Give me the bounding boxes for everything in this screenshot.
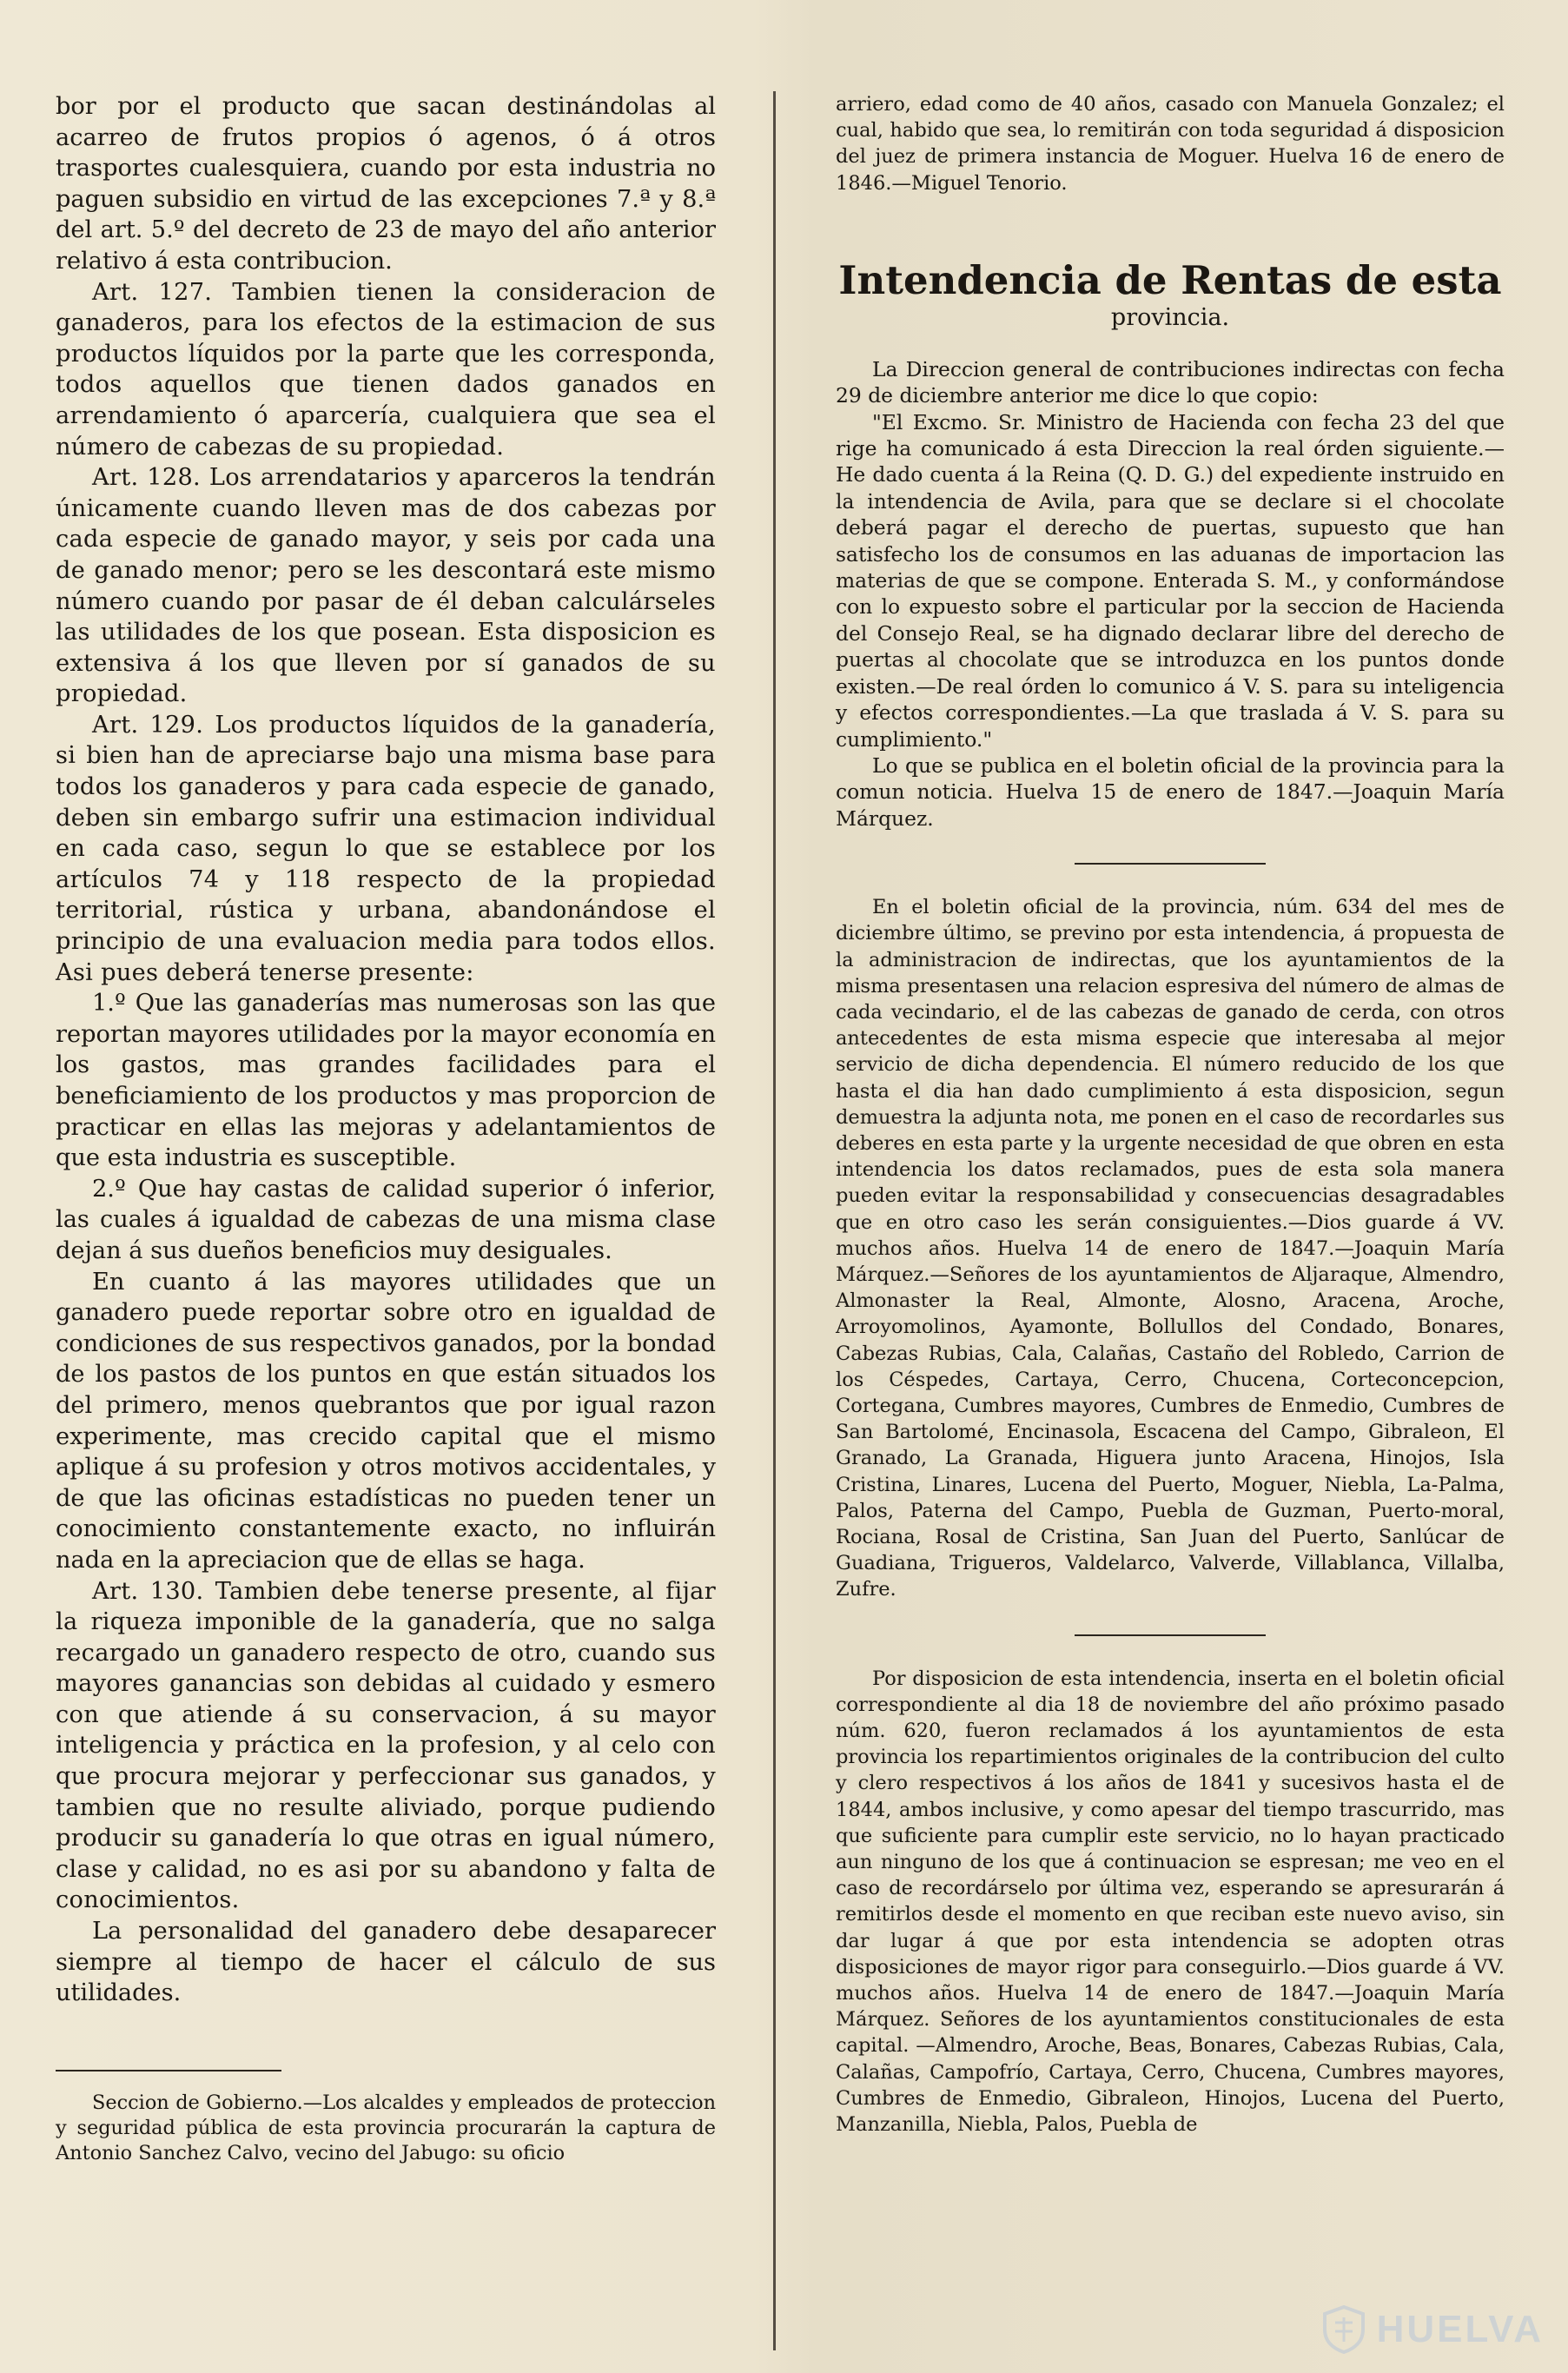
notice-culto-clero: Por disposicion de esta intendencia, inserta en el boletin oficial correspondiente al dia 18 de noviembre del año próximo pasado núm. 620, fueron reclamados á los ayuntamientos de esta provincia los repartimientos originales de la contribucion del culto y clero respectivos á los años de 1841 y sucesivos hasta el de 1844, ambos inclusive, y como apesar del tiempo trascurrido, mas que suficiente para cumplir este servicio, no lo hayan practicado aun ninguno de los que á continuacion se espresan; me veo en el caso de recordárselo por última vez, esperando se apresurarán á remitirlos desde el momento en que reciban este nuevo aviso, sin dar lugar á que por esta intendencia se adopten otras disposiciones de mayor rigor para conseguirlo.—Dios guarde á VV. muchos años. Huelva 14 de enero de 1847.—Joaquin María Márquez. Señores de los ayuntamientos constitucionales de esta capital. —Almendro, Aroche, Beas, Bonares, Cabezas Rubias, Cala, Calañas, Campofrío, Cartaya, Cerro, Chucena, Cumbres mayores, Cumbres de Enmedio, Gibraleon, Hinojos, Lucena del Puerto, Manzanilla, Niebla, Palos, Puebla de (836, 1667, 1505, 2137)
section-heading: Intendencia de Rentas de esta (838, 256, 1502, 303)
paragraph-mayores-utilidades: En cuanto á las mayores utilidades que un ganadero puede reportar sobre otro en igualdad de condiciones de sus respectivos ganados, por la bondad de los pastos de los puntos en que están situados los del primero, menos quebrantos que por igual razon experimente, mas crecido capital que el mismo aplique á su profesion y otros motivos accidentales, y de que las oficinas estadísticas no pueden tener un conocimiento constantemente exacto, no influirán nada en la apreciacion que de ellas se haga. (56, 1268, 716, 1574)
notice-chocolate-intro: La Direccion general de contribuciones indirectas con fecha 29 de diciembre anterior me dice lo que copio: (836, 356, 1505, 408)
column-divider (773, 91, 776, 2350)
notice-chocolate-quote: "El Excmo. Sr. Ministro de Hacienda con fecha 23 del que rige ha comunicado á esta Direccion la real órden siguiente.—He dado cuenta á la Reina (Q. D. G.) del expediente instruido en la intendencia de Avila, para que se declare si el chocolate deberá pagar el derecho de puertas, supuesto que han satisfecho los de consumos en las aduanas de importacion las materias de que se compone. Enterada S. M., y conformándose con lo expuesto sobre el particular por la seccion de Hacienda del Consejo Real, se ha dignado declarar libre del derecho de puertas al chocolate que se introduzca en los puntos donde existen.—De real órden lo comunico á V. S. para su inteligencia y efectos correspondientes.—La que traslada á V. S. para su cumplimiento." (836, 409, 1505, 752)
paragraph-personalidad: La personalidad del ganadero debe desaparecer siempre al tiempo de hacer el cálculo de sus utilidades. (56, 1918, 716, 2007)
notice-cerda-census: En el boletin oficial de la provincia, núm. 634 del mes de diciembre último, se previno por esta intendencia, á propuesta de la administracion de indirectas, que los ayuntamientos de la misma presentasen una relacion espresiva del número de almas de cada vecindario, el de las cabezas de ganado de cerda, con otros antecedentes de esta misma especie que interesaba al mejor servicio de dicha dependencia. El número reducido de los que hasta el dia han dado cumplimiento á esta disposicion, segun demuestra la adjunta nota, me ponen en el caso de recordarles sus deberes en esta parte y la urgente necesidad de que obren en esta intendencia los datos reclamados, pues de esta sola manera pueden evitar la responsabilidad y consecuencias desagradables que en otro caso les serán consiguientes.—Dios guarde á VV. muchos años. Huelva 14 de enero de 1847.—Joaquin María Márquez.—Señores de los ayuntamientos de Aljaraque, Almendro, Almonaster la Real, Almonte, Alosno, Aracena, Aroche, Arroyomolinos, Ayamonte, Bollullos del Condado, Bonares, Cabezas Rubias, Cala, Calañas, Castaño del Robledo, Carrion de los Céspedes, Cartaya, Cerro, Chucena, Corteconcepcion, Cortegana, Cumbres mayores, Cumbres de Enmedio, Cumbres de San Bartolomé, Encinasola, Escacena del Campo, Gibraleon, El Granado, La Granada, Higuera junto Aracena, Hinojos, Isla Cristina, Linares, Lucena del Puerto, Moguer, Niebla, La-Palma, Palos, Paterna del Campo, Puebla de Guzman, Puerto-moral, Rociana, Rosal de Cristina, San Juan del Puerto, Sanlúcar de Guadiana, Trigueros, Valdelarco, Valverde, Villablanca, Villalba, Zufre. (836, 896, 1505, 1601)
left-column (56, 91, 716, 2166)
archive-watermark (1321, 2305, 1544, 2354)
list-item-1: 1.º Que las ganaderías mas numerosas son las que reportan mayores utilidades por la mayor economía en los gastos, mas grandes facilidades para el beneficiamiento de los productos y mas proporcion de practicar en ellas las mejoras y adelantamientos de que esta industria es susceptible. (56, 990, 716, 1172)
notice-chocolate-close: Lo que se publica en el boletin oficial de la provincia para la comun noticia. Huelva 15 de enero de 1847.—Joaquin María Márquez. (836, 752, 1505, 831)
list-item-2: 2.º Que hay castas de calidad superior ó inferior, las cuales á igualdad de cabezas de una misma clase dejan á sus dueños beneficios muy desiguales. (56, 1175, 716, 1264)
arrest-notice-continuation: arriero, edad como de 40 años, casado con Manuela Gonzalez; el cual, habido que sea, lo remitirán con toda seguridad á disposicion del juez de primera instancia de Moguer. Huelva 16 de enero de 1846.—Miguel Tenorio. (836, 93, 1505, 195)
article-130: Art. 130. Tambien debe tenerse presente, al fijar la riqueza imponible de la ganadería, que no salga recargado un ganadero respecto de otro, cuando sus mayores ganancias son debidas al cuidado y esmero con que atiende á su conservacion, á su mayor inteligencia y práctica en la profesion, y al celo con que procura mejorar y perfeccionar sus ganados, y tambien que no resulte aliviado, porque pudiendo producir su ganadería lo que otras en igual número, clase y calidad, no es asi por su abandono y falta de conocimientos. (56, 1577, 716, 1914)
watermark-text: HUELVA (1376, 2308, 1544, 2350)
notice-divider (1075, 1634, 1266, 1636)
right-column (836, 91, 1505, 2138)
section-divider (56, 2070, 281, 2071)
section-subheading: provincia. (1110, 303, 1230, 331)
article-128: Art. 128. Los arrendatarios y aparceros la tendrán únicamente cuando lleven mas de dos cabezas por cada especie de ganado mayor, y seis por cada una de ganado menor; pero se les descontará este mismo número cuando por pasar de él deban calculárseles las utilidades de los que posean. Esta disposicion es extensiva á los que lleven por sí ganados de su propiedad. (56, 464, 716, 708)
seccion-gobierno-notice: Seccion de Gobierno.—Los alcaldes y empleados de proteccion y seguridad pública de esta provincia procurarán la captura de Antonio Sanchez Calvo, vecino del Jabugo: su oficio (56, 2091, 716, 2164)
article-129: Art. 129. Los productos líquidos de la ganadería, si bien han de apreciarse bajo una misma base para todos los ganaderos y para cada especie de ganado, deben sin embargo sufrir una estimacion individual en cada caso, segun lo que se establece por los artículos 74 y 118 respecto de la propiedad territorial, rústica y urbana, abandonándose el principio de una evaluacion media para todos ellos. Asi pues deberá tenerse presente: (56, 711, 716, 986)
article-127: Art. 127. Tambien tienen la consideracion de ganaderos, para los efectos de la estimacion de sus productos líquidos por la parte que les corresponda, todos aquellos que tienen dados ganados en arrendamiento ó aparcería, cualquiera que sea el número de cabezas de su propiedad. (56, 278, 716, 461)
shield-icon (1321, 2305, 1366, 2354)
notice-divider (1075, 863, 1266, 865)
paragraph-continuation: bor por el producto que sacan destinándolas al acarreo de frutos propios ó agenos, ó á otros trasportes cualesquiera, cuando por esta industria no paguen subsidio en virtud de las excepciones 7.ª y 8.ª del art. 5.º del decreto de 23 de mayo del año anterior relativo á esta contribucion. (56, 93, 716, 275)
